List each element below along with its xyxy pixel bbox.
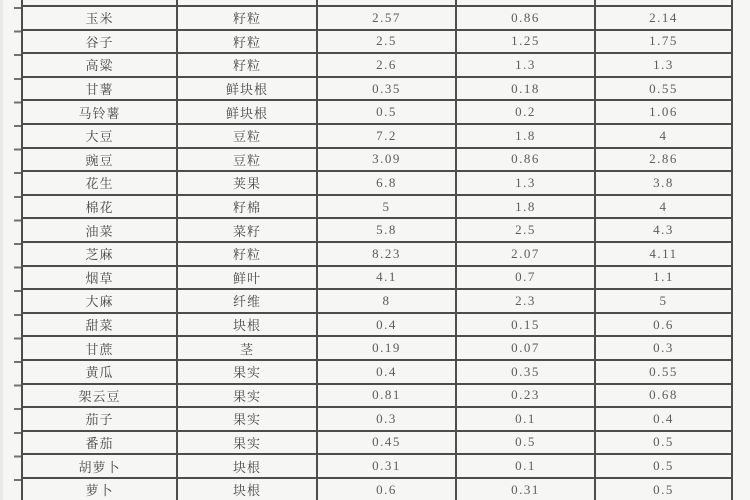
- value-cell-1: 2.57: [317, 6, 456, 30]
- table-row: [22, 171, 732, 195]
- value-cell-2: 0.35: [456, 360, 595, 384]
- table-row: [22, 266, 732, 290]
- plant-part-cell: 豆粒: [177, 148, 317, 172]
- value-cell-2: 0.18: [456, 77, 595, 101]
- crop-name-cell: 大豆: [22, 124, 177, 148]
- value-cell-3: 0.5: [595, 478, 732, 500]
- value-cell-2: 0.7: [456, 266, 595, 290]
- value-cell-2: 0.31: [456, 478, 595, 500]
- table-row: [22, 53, 732, 77]
- value-cell-3: 4.3: [595, 218, 732, 242]
- table-row: [22, 478, 732, 500]
- value-cell-1: 0.5: [317, 100, 456, 124]
- crop-name-cell: 甘蔗: [22, 336, 177, 360]
- value-cell-1: 8: [317, 289, 456, 313]
- value-cell-2: 0.07: [456, 336, 595, 360]
- crop-name-cell: 甘薯: [22, 77, 177, 101]
- value-cell-3: 1.3: [595, 53, 732, 77]
- value-cell-2: 1.3: [456, 53, 595, 77]
- value-cell-1: 8.23: [317, 242, 456, 266]
- crop-name-cell: 烟草: [22, 266, 177, 290]
- table-row: [22, 336, 732, 360]
- table-row: [22, 218, 732, 242]
- plant-part-cell: 果实: [177, 431, 317, 455]
- value-cell-3: 4: [595, 195, 732, 219]
- table-row: [22, 100, 732, 124]
- value-cell-3: 4: [595, 124, 732, 148]
- value-cell-1: 0.81: [317, 384, 456, 408]
- crop-name-cell: 番茄: [22, 431, 177, 455]
- crop-name-cell: 豌豆: [22, 148, 177, 172]
- value-cell-3: 1.06: [595, 100, 732, 124]
- table-row: [22, 454, 732, 478]
- value-cell-2: 1.25: [456, 30, 595, 54]
- value-cell-1: 0.31: [317, 454, 456, 478]
- crop-name-cell: 茄子: [22, 407, 177, 431]
- table-row: [22, 242, 732, 266]
- value-cell-2: 0.86: [456, 6, 595, 30]
- table-row: [22, 407, 732, 431]
- row-line-stubs: [14, 7, 21, 500]
- value-cell-1: 5.8: [317, 218, 456, 242]
- value-cell-3: 0.5: [595, 431, 732, 455]
- value-cell-3: 1.1: [595, 266, 732, 290]
- table-row: [22, 360, 732, 384]
- plant-part-cell: 鲜块根: [177, 100, 317, 124]
- table-row: [22, 289, 732, 313]
- table-row: [22, 313, 732, 337]
- plant-part-cell: 果实: [177, 384, 317, 408]
- plant-part-cell: 籽粒: [177, 30, 317, 54]
- value-cell-1: 0.3: [317, 407, 456, 431]
- crop-name-cell: 胡萝卜: [22, 454, 177, 478]
- table-row: [22, 6, 732, 30]
- value-cell-1: 5: [317, 195, 456, 219]
- value-cell-2: 0.86: [456, 148, 595, 172]
- value-cell-1: 2.6: [317, 53, 456, 77]
- value-cell-1: 0.35: [317, 77, 456, 101]
- value-cell-3: 1.75: [595, 30, 732, 54]
- value-cell-1: 0.19: [317, 336, 456, 360]
- value-cell-3: 0.68: [595, 384, 732, 408]
- value-cell-1: 3.09: [317, 148, 456, 172]
- crop-name-cell: 大麻: [22, 289, 177, 313]
- plant-part-cell: 籽粒: [177, 242, 317, 266]
- crop-name-cell: 玉米: [22, 6, 177, 30]
- value-cell-3: 3.8: [595, 171, 732, 195]
- table-row: [22, 431, 732, 455]
- value-cell-3: 4.11: [595, 242, 732, 266]
- table-row: [22, 148, 732, 172]
- value-cell-2: 2.07: [456, 242, 595, 266]
- crop-name-cell: 高粱: [22, 53, 177, 77]
- plant-part-cell: 豆粒: [177, 124, 317, 148]
- plant-part-cell: 鲜叶: [177, 266, 317, 290]
- table-body: [22, 0, 732, 500]
- value-cell-1: 0.4: [317, 360, 456, 384]
- plant-part-cell: 籽粒: [177, 6, 317, 30]
- value-cell-3: 0.3: [595, 336, 732, 360]
- crop-name-cell: 萝卜: [22, 478, 177, 500]
- value-cell-2: 1.3: [456, 171, 595, 195]
- left-edge-shade: [0, 0, 3, 500]
- value-cell-1: 0.6: [317, 478, 456, 500]
- plant-part-cell: 荚果: [177, 171, 317, 195]
- value-cell-1: 2.5: [317, 30, 456, 54]
- value-cell-3: 0.4: [595, 407, 732, 431]
- value-cell-2: 0.1: [456, 407, 595, 431]
- value-cell-2: 0.23: [456, 384, 595, 408]
- value-cell-3: 0.6: [595, 313, 732, 337]
- table-row: [22, 124, 732, 148]
- value-cell-1: 4.1: [317, 266, 456, 290]
- plant-part-cell: 纤维: [177, 289, 317, 313]
- table-row: [22, 30, 732, 54]
- plant-part-cell: 块根: [177, 478, 317, 500]
- value-cell-2: 1.8: [456, 195, 595, 219]
- value-cell-3: 0.55: [595, 360, 732, 384]
- plant-part-cell: 果实: [177, 360, 317, 384]
- value-cell-2: 2.5: [456, 218, 595, 242]
- value-cell-1: 7.2: [317, 124, 456, 148]
- table-row: [22, 77, 732, 101]
- value-cell-2: 0.1: [456, 454, 595, 478]
- value-cell-2: 0.5: [456, 431, 595, 455]
- table-row: [22, 384, 732, 408]
- crop-name-cell: 油菜: [22, 218, 177, 242]
- crop-name-cell: 马铃薯: [22, 100, 177, 124]
- value-cell-3: 0.55: [595, 77, 732, 101]
- table-row: [22, 195, 732, 219]
- plant-part-cell: 籽粒: [177, 53, 317, 77]
- value-cell-3: 0.5: [595, 454, 732, 478]
- plant-part-cell: 籽棉: [177, 195, 317, 219]
- plant-part-cell: 块根: [177, 313, 317, 337]
- crop-name-cell: 芝麻: [22, 242, 177, 266]
- value-cell-2: 2.3: [456, 289, 595, 313]
- crop-name-cell: 棉花: [22, 195, 177, 219]
- plant-part-cell: 块根: [177, 454, 317, 478]
- value-cell-2: 1.8: [456, 124, 595, 148]
- value-cell-3: 2.86: [595, 148, 732, 172]
- plant-part-cell: 菜籽: [177, 218, 317, 242]
- value-cell-2: 0.15: [456, 313, 595, 337]
- value-cell-2: 0.2: [456, 100, 595, 124]
- value-cell-1: 6.8: [317, 171, 456, 195]
- value-cell-1: 0.45: [317, 431, 456, 455]
- crop-nutrient-table: [21, 0, 733, 500]
- crop-name-cell: 架云豆: [22, 384, 177, 408]
- plant-part-cell: 茎: [177, 336, 317, 360]
- crop-name-cell: 花生: [22, 171, 177, 195]
- plant-part-cell: 果实: [177, 407, 317, 431]
- value-cell-3: 5: [595, 289, 732, 313]
- crop-name-cell: 谷子: [22, 30, 177, 54]
- crop-name-cell: 甜菜: [22, 313, 177, 337]
- crop-name-cell: 黄瓜: [22, 360, 177, 384]
- plant-part-cell: 鲜块根: [177, 77, 317, 101]
- value-cell-1: 0.4: [317, 313, 456, 337]
- value-cell-3: 2.14: [595, 6, 732, 30]
